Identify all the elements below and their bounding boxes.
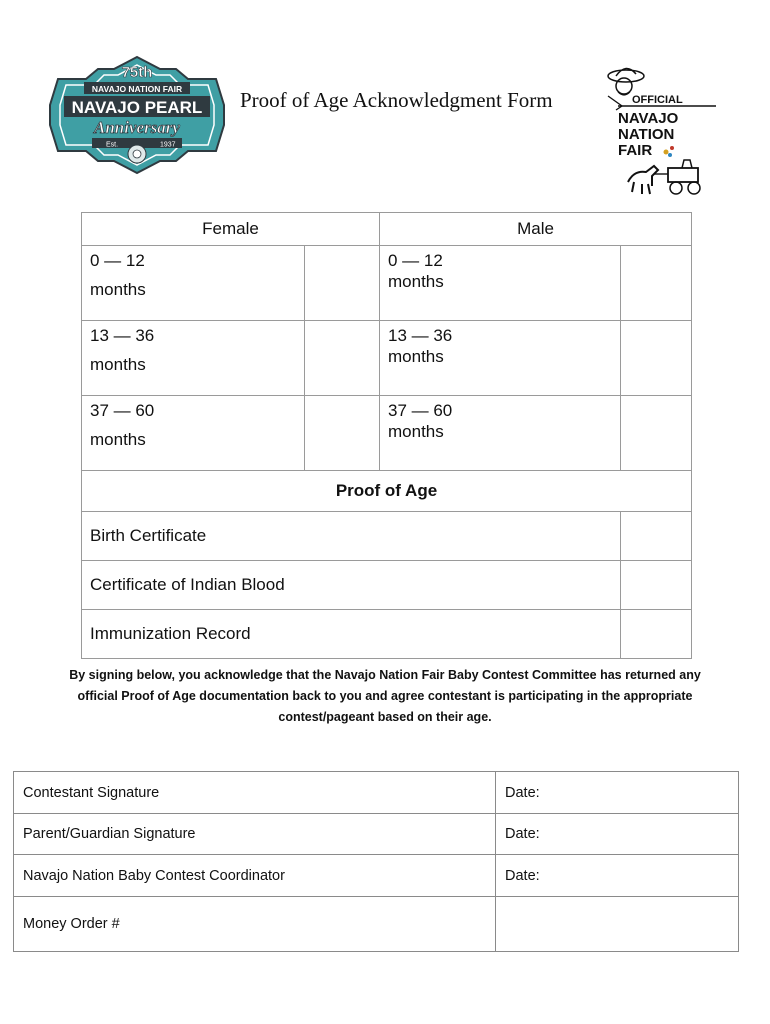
logo-official-text: OFFICIAL	[632, 94, 683, 106]
official-navajo-nation-fair-logo	[598, 62, 718, 202]
signature-label: Navajo Nation Baby Contest Coordinator	[23, 867, 285, 884]
age-range-text: 37 — 60	[90, 401, 155, 420]
logo-navajo-text: NAVAJO	[618, 110, 679, 127]
table-row	[82, 246, 692, 321]
date-field[interactable]	[496, 772, 739, 814]
proof-checkbox-cell[interactable]	[621, 512, 692, 561]
table-row	[14, 772, 739, 814]
signature-label: Parent/Guardian Signature	[23, 826, 196, 842]
money-order-value-field[interactable]	[496, 897, 739, 952]
table-row	[82, 396, 692, 471]
male-checkbox-cell[interactable]	[621, 246, 692, 321]
male-age-range	[380, 246, 621, 321]
female-checkbox-cell[interactable]	[305, 321, 380, 396]
money-order-label: Money Order #	[23, 916, 120, 932]
female-age-range	[82, 321, 305, 396]
acknowledgement-text	[20, 665, 750, 728]
age-range-text: 0 — 12	[388, 251, 443, 270]
table-row	[14, 855, 739, 897]
proof-of-age-heading: Proof of Age	[82, 471, 692, 512]
signature-label: Contestant Signature	[23, 784, 160, 801]
age-range-text: 37 — 60	[388, 401, 453, 420]
logo-est-text: Est.	[106, 141, 119, 149]
table-row	[14, 814, 739, 855]
logo-anniversary-text: Anniversary	[94, 118, 180, 137]
proof-item-label: Birth Certificate	[82, 512, 621, 561]
male-age-range	[380, 396, 621, 471]
female-header: Female	[82, 213, 380, 246]
navajo-pearl-anniversary-logo	[48, 55, 226, 175]
proof-item-label: Immunization Record	[82, 610, 621, 659]
money-order-field[interactable]	[14, 897, 496, 952]
proof-checkbox-cell[interactable]	[621, 610, 692, 659]
male-checkbox-cell[interactable]	[621, 396, 692, 471]
proof-item-label: Certificate of Indian Blood	[82, 561, 621, 610]
age-unit-text: months	[90, 355, 146, 375]
acknowledgement-line: contest/pageant based on their age.	[278, 710, 492, 724]
horse-wagon-icon	[628, 160, 700, 194]
age-unit-text: months	[90, 280, 146, 300]
age-unit-text: months	[388, 422, 444, 442]
acknowledgement-line: By signing below, you acknowledge that the Navajo Nation Fair Baby Contest Committee has returned any	[69, 668, 701, 682]
table-row	[82, 561, 692, 610]
page-title: Proof of Age Acknowledgment Form	[240, 88, 553, 112]
date-field[interactable]	[496, 855, 739, 897]
date-label: Date:	[505, 826, 540, 842]
date-field[interactable]	[496, 814, 739, 855]
age-range-text: 0 — 12	[90, 251, 145, 270]
logo-fair-text: NAVAJO NATION FAIR	[91, 84, 183, 94]
signature-field[interactable]	[14, 855, 496, 897]
female-checkbox-cell[interactable]	[305, 396, 380, 471]
table-row	[14, 897, 739, 952]
female-checkbox-cell[interactable]	[305, 246, 380, 321]
logo-75th-text: 75th	[121, 64, 153, 81]
logo-year-text: 1937	[160, 141, 176, 149]
date-label: Date:	[505, 867, 540, 884]
male-age-range	[380, 321, 621, 396]
logo-fair-word-text: FAIR	[618, 142, 653, 159]
signature-table	[13, 771, 739, 952]
male-header: Male	[380, 213, 692, 246]
date-label: Date:	[505, 784, 540, 801]
age-unit-text: months	[388, 272, 444, 292]
age-range-text: 13 — 36	[90, 326, 155, 345]
signature-field[interactable]	[14, 814, 496, 855]
female-age-range	[82, 246, 305, 321]
acknowledgement-line: official Proof of Age documentation back to you and agree contestant is participating in the appropriate	[77, 689, 693, 703]
table-row	[82, 512, 692, 561]
male-checkbox-cell[interactable]	[621, 321, 692, 396]
female-age-range	[82, 396, 305, 471]
logo-nation-text: NATION	[618, 126, 675, 143]
age-group-table	[81, 212, 692, 659]
table-row	[82, 610, 692, 659]
signature-field[interactable]	[14, 772, 496, 814]
age-unit-text: months	[388, 347, 444, 367]
logo-pearl-text: NAVAJO PEARL	[71, 98, 203, 117]
proof-checkbox-cell[interactable]	[621, 561, 692, 610]
age-range-text: 13 — 36	[388, 326, 453, 345]
table-row	[82, 321, 692, 396]
age-unit-text: months	[90, 430, 146, 450]
